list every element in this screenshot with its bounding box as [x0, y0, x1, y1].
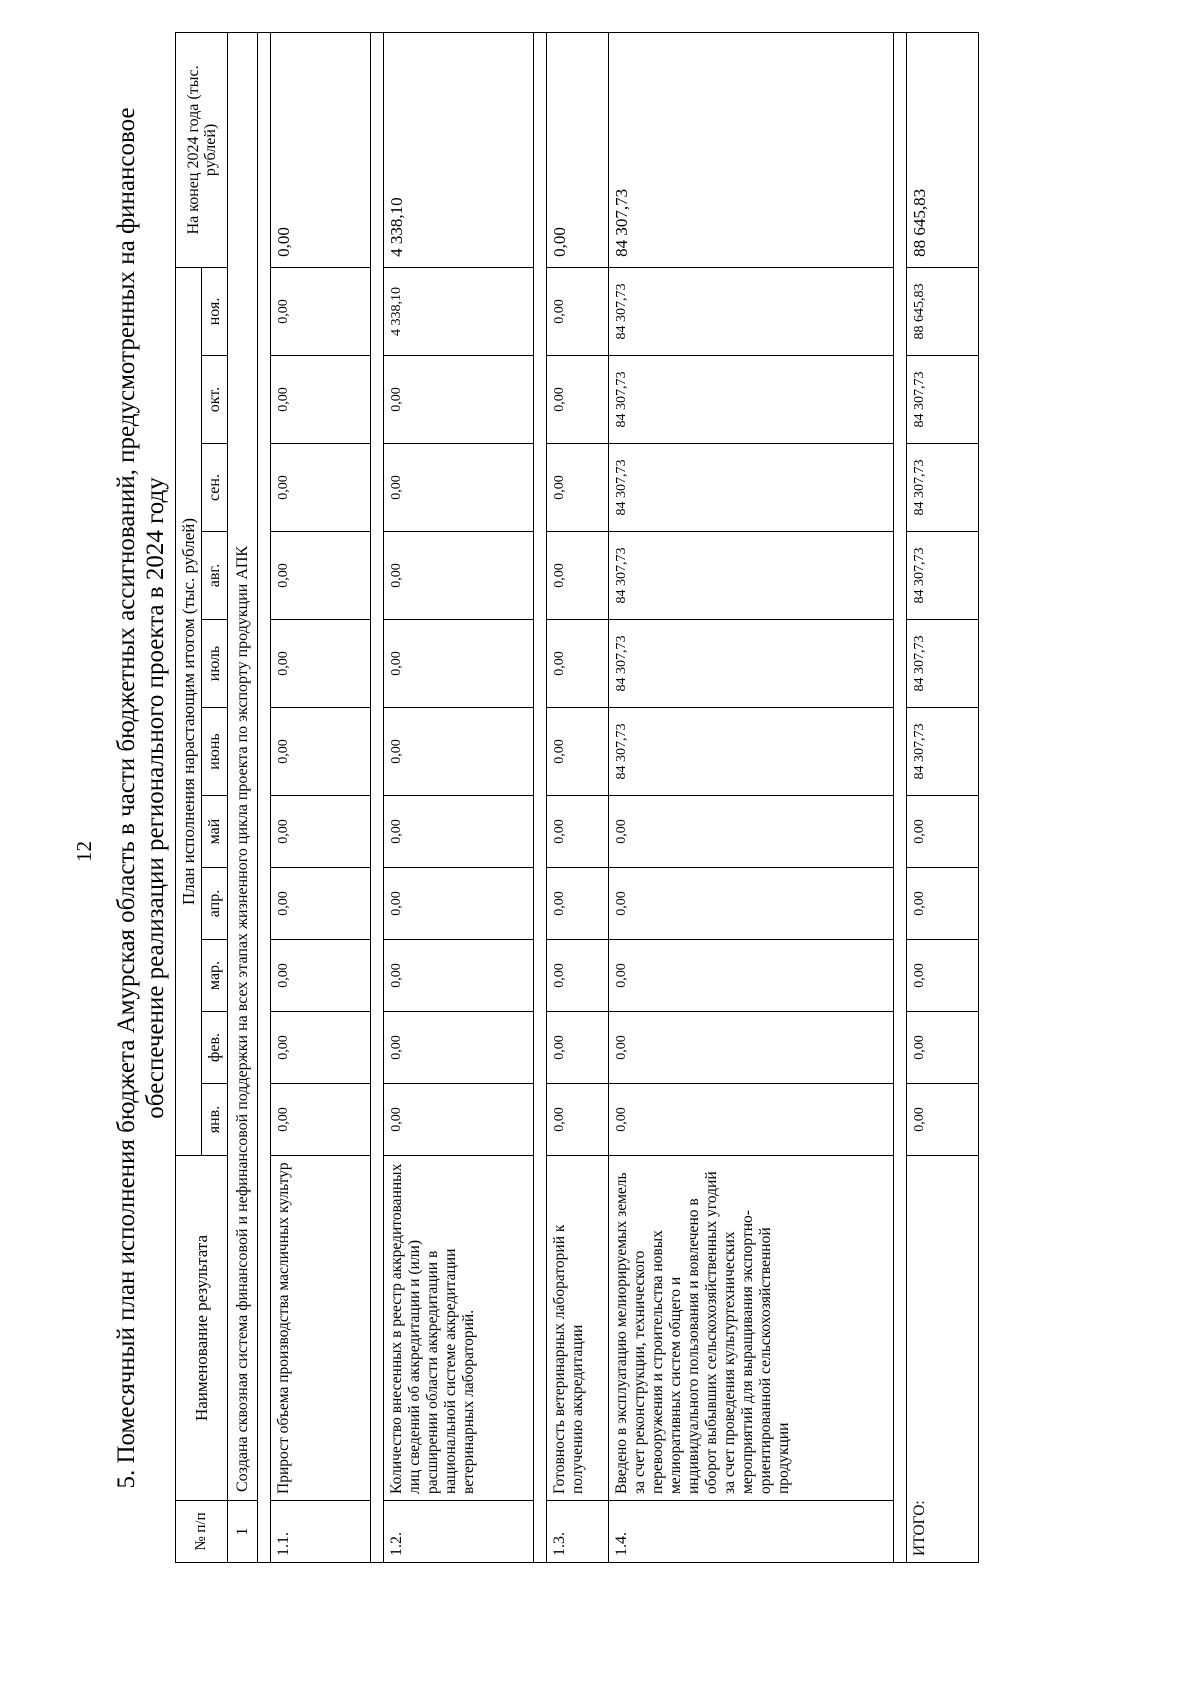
month-feb: фев.: [202, 1012, 228, 1084]
cell-jul: 0,00: [384, 620, 534, 708]
total-may: 0,00: [907, 796, 979, 868]
cell-jun: 0,00: [384, 708, 534, 796]
total-apr: 0,00: [907, 868, 979, 940]
cell-end: 0,00: [271, 32, 371, 267]
cell-jan: 0,00: [547, 1084, 609, 1156]
header-name: Наименование результата: [176, 1156, 228, 1501]
spacer-row: [258, 32, 271, 1562]
spacer-row: [371, 32, 384, 1562]
total-mar: 0,00: [907, 940, 979, 1012]
cell-mar: 0,00: [271, 940, 371, 1012]
cell-sep: 0,00: [547, 444, 609, 532]
total-jul: 84 307,73: [907, 620, 979, 708]
month-jul: июль: [202, 620, 228, 708]
cell-oct: 0,00: [384, 356, 534, 444]
table-row: [609, 32, 894, 1562]
section-row: [228, 32, 258, 1562]
total-nov: 88 645,83: [907, 267, 979, 355]
header-end: На конец 2024 года (тыс. рублей): [176, 32, 228, 267]
row-num: 1.2.: [384, 1501, 534, 1563]
cell-jul: 0,00: [271, 620, 371, 708]
month-oct: окт.: [202, 356, 228, 444]
header-num: № п/п: [176, 1501, 228, 1563]
month-apr: апр.: [202, 868, 228, 940]
month-nov: ноя.: [202, 267, 228, 355]
total-oct: 84 307,73: [907, 356, 979, 444]
spacer-cell: [371, 32, 384, 1562]
cell-mar: 0,00: [609, 940, 894, 1012]
header-plan: План исполнения нарастающим итогом (тыс. рублей): [176, 267, 202, 1155]
spacer-cell: [534, 32, 547, 1562]
title-line-1: 5. Помесячный план исполнения бюджета Амурская область в части бюджетных ассигнований, предусмотренных на финансовое: [113, 107, 140, 1489]
cell-aug: 0,00: [384, 532, 534, 620]
spacer-row: [534, 32, 547, 1562]
month-may: май: [202, 796, 228, 868]
row-name: Количество внесенных в реестр аккредитованных лиц сведений об аккредитации и (или) расширении области аккредитации в национальной системе аккредитации ветеринарных лабораторий.: [384, 1156, 534, 1501]
spacer-cell: [894, 32, 907, 1562]
cell-jan: 0,00: [271, 1084, 371, 1156]
cell-mar: 0,00: [547, 940, 609, 1012]
cell-aug: 0,00: [271, 532, 371, 620]
cell-feb: 0,00: [609, 1012, 894, 1084]
month-sep: сен.: [202, 444, 228, 532]
section-title: Создана сквозная система финансовой и нефинансовой поддержки на всех этапах жизненного цикла проекта по экспорту продукции АПК: [228, 32, 258, 1500]
cell-apr: 0,00: [547, 868, 609, 940]
document-title: [112, 33, 170, 1563]
cell-may: 0,00: [609, 796, 894, 868]
cell-nov: 0,00: [547, 267, 609, 355]
cell-jul: 0,00: [547, 620, 609, 708]
table-row: [384, 32, 534, 1562]
cell-may: 0,00: [547, 796, 609, 868]
cell-jun: 84 307,73: [609, 708, 894, 796]
cell-apr: 0,00: [384, 868, 534, 940]
cell-aug: 0,00: [547, 532, 609, 620]
cell-jan: 0,00: [609, 1084, 894, 1156]
cell-nov: 0,00: [271, 267, 371, 355]
spacer-cell: [258, 32, 271, 1562]
cell-end: 0,00: [547, 32, 609, 267]
cell-jun: 0,00: [547, 708, 609, 796]
cell-apr: 0,00: [271, 868, 371, 940]
cell-may: 0,00: [271, 796, 371, 868]
cell-oct: 0,00: [547, 356, 609, 444]
cell-feb: 0,00: [547, 1012, 609, 1084]
row-name: Прирост объема производства масличных культур: [271, 1156, 371, 1501]
cell-end: 4 338,10: [384, 32, 534, 267]
cell-oct: 84 307,73: [609, 356, 894, 444]
budget-plan-table: [175, 32, 979, 1563]
table-row: [547, 32, 609, 1562]
cell-nov: 84 307,73: [609, 267, 894, 355]
row-num: 1.3.: [547, 1501, 609, 1563]
total-jun: 84 307,73: [907, 708, 979, 796]
title-line-2: обеспечение реализации регионального проекта в 2024 году: [142, 477, 169, 1119]
cell-mar: 0,00: [384, 940, 534, 1012]
row-num: 1.4.: [609, 1501, 894, 1563]
page-number: 12: [72, 841, 96, 862]
cell-oct: 0,00: [271, 356, 371, 444]
section-num: 1: [228, 1501, 258, 1563]
total-row: [907, 32, 979, 1562]
month-jan: янв.: [202, 1084, 228, 1156]
total-sep: 84 307,73: [907, 444, 979, 532]
cell-jul: 84 307,73: [609, 620, 894, 708]
row-name: Готовность ветеринарных лабораторий к получению аккредитации: [547, 1156, 609, 1501]
total-aug: 84 307,73: [907, 532, 979, 620]
total-label: ИТОГО:: [907, 1156, 979, 1563]
month-aug: авг.: [202, 532, 228, 620]
month-mar: мар.: [202, 940, 228, 1012]
cell-sep: 0,00: [384, 444, 534, 532]
row-num: 1.1.: [271, 1501, 371, 1563]
cell-feb: 0,00: [384, 1012, 534, 1084]
cell-sep: 0,00: [271, 444, 371, 532]
cell-may: 0,00: [384, 796, 534, 868]
cell-nov: 4 338,10: [384, 267, 534, 355]
month-jun: июнь: [202, 708, 228, 796]
cell-jan: 0,00: [384, 1084, 534, 1156]
total-end: 88 645,83: [907, 32, 979, 267]
cell-end: 84 307,73: [609, 32, 894, 267]
header-row-top: [176, 32, 202, 1562]
cell-apr: 0,00: [609, 868, 894, 940]
total-feb: 0,00: [907, 1012, 979, 1084]
spacer-row: [894, 32, 907, 1562]
cell-feb: 0,00: [271, 1012, 371, 1084]
cell-jun: 0,00: [271, 708, 371, 796]
cell-aug: 84 307,73: [609, 532, 894, 620]
row-name: Введено в эксплуатацию мелиорируемых земель за счет реконструкции, технического перевооружения и строительства новых мелиоративных систем общего и индивидуального пользования и вовлечено в оборот выбывших сельскохозяйственных угодий за счет проведения культуртехнических мероприятий для выращивания экспортно-ориентированной сельскохозяйственной продукции: [609, 1156, 894, 1501]
table-row: [271, 32, 371, 1562]
cell-sep: 84 307,73: [609, 444, 894, 532]
total-jan: 0,00: [907, 1084, 979, 1156]
